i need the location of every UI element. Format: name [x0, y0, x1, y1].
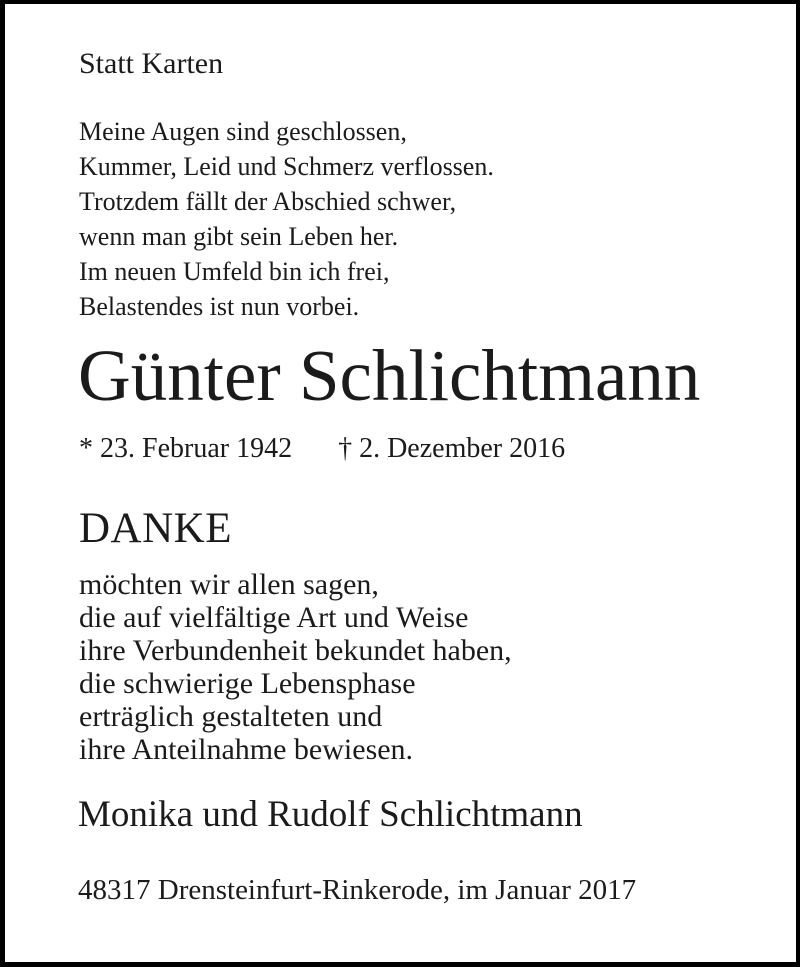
deceased-name: Günter Schlichtmann [78, 335, 701, 416]
thanks-line: erträglich gestalteten und [79, 700, 383, 733]
death-date: 2. Dezember 2016 [359, 433, 566, 464]
poem-line: Im neuen Umfeld bin ich frei, [79, 257, 390, 286]
birth-date-group [79, 433, 292, 464]
thanks-line: ihre Verbundenheit bekundet haben, [79, 634, 512, 667]
poem-line: Trotzdem fällt der Abschied schwer, [79, 187, 457, 216]
thanks-line: die auf vielfältige Art und Weise [79, 601, 469, 634]
poem [79, 114, 494, 324]
thanks-line: ihre Anteilnahme bewiesen. [79, 733, 414, 766]
family-names: Monika und Rudolf Schlichtmann [78, 794, 583, 835]
birth-star-symbol: * [79, 433, 93, 464]
thanks-line: die schwierige Lebensphase [79, 667, 416, 700]
birth-date: 23. Februar 1942 [100, 433, 293, 464]
place-date-line: 48317 Drensteinfurt-Rinkerode, im Januar 2017 [78, 874, 637, 906]
life-dates [79, 435, 565, 463]
death-date-group [338, 433, 565, 464]
poem-line: Kummer, Leid und Schmerz verflossen. [79, 152, 494, 181]
poem-line: Meine Augen sind geschlossen, [79, 117, 407, 146]
thanks-heading: DANKE [79, 505, 232, 552]
statt-karten-label: Statt Karten [79, 47, 224, 80]
poem-line: wenn man gibt sein Leben her. [79, 222, 399, 251]
death-cross-symbol: † [338, 433, 353, 464]
thanks-text [79, 568, 512, 766]
poem-line: Belastendes ist nun vorbei. [79, 292, 360, 321]
thanks-line: möchten wir allen sagen, [79, 568, 379, 601]
